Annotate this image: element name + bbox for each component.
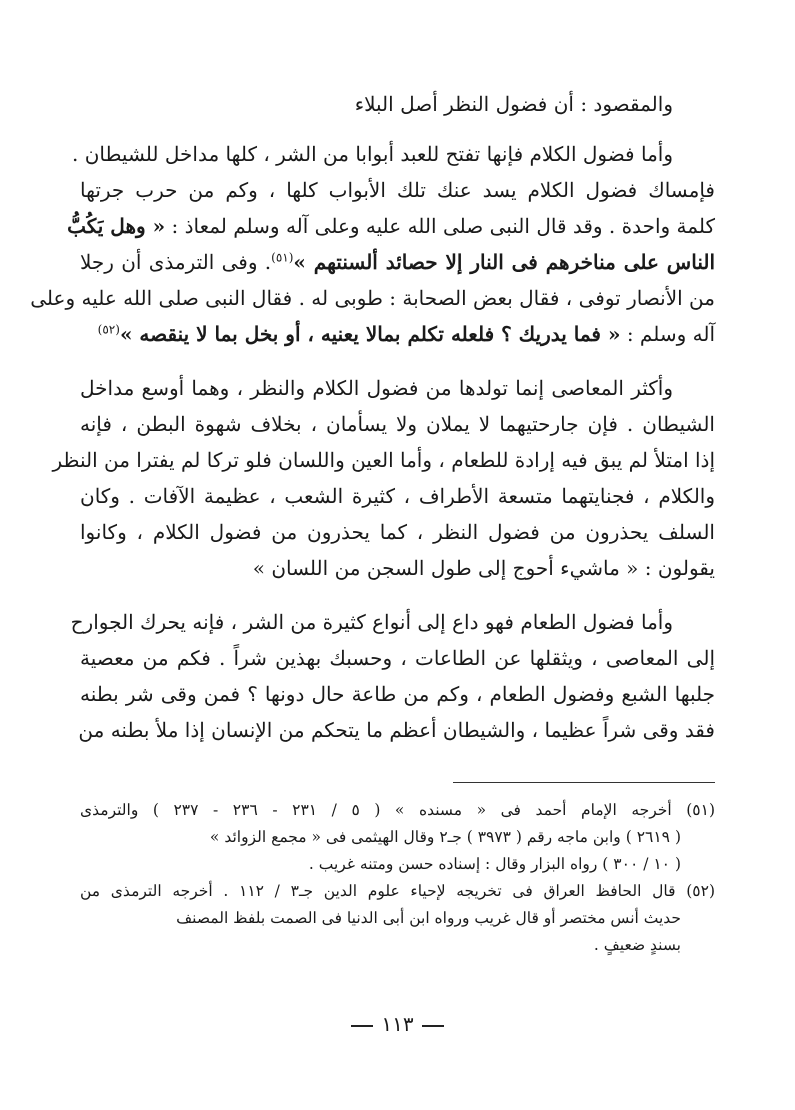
footnote-line: بسندٍ ضعيفٍ . [593,936,681,954]
footnote-ref: (٥١) [271,250,294,265]
text-line: يقولون : « ماشيء أحوج إلى طول السجن من اللسان » [252,556,715,580]
text-line: جلبها الشبع وفضول الطعام ، وكم من طاعة حال دونها ؟ فمن وقى شر بطنه [80,682,715,706]
hadith-quote: « وهل يَكُبُّ [67,214,166,238]
footnote-line: (٥١) أخرجه الإمام أحمد فى « مسنده » ( ٥ / ٢٣١ - ٢٣٦ - ٢٣٧ ) والترمذى [80,801,715,819]
paragraph-4 [70,604,715,748]
footnote-line: (٥٢) قال الحافظ العراق فى تخريجه لإحياء علوم الدين جـ٣ / ١١٢ . أخرجه الترمذى من [80,882,715,900]
page-number-dash [422,1025,444,1027]
text-line: فقد وقى شراً عظيما ، والشيطان أعظم ما يتحكم من الإنسان إذا ملأ بطنه من [78,718,715,742]
text-line: السلف يحذرون من فضول النظر ، كما يحذرون من فضول الكلام ، وكانوا [80,520,715,544]
paragraph-2 [30,136,715,352]
text-line: والكلام ، فجنايتهما متسعة الأطراف ، كثيرة الشعب ، عظيمة الآفات . وكان [80,484,715,508]
footnote-ref: (٥٢) [97,322,120,337]
text-line [80,316,715,352]
text-line-part: كلمة واحدة . وقد قال النبى صلى الله عليه وعلى آله وسلم لمعاذ : [165,214,715,238]
hadith-quote: « فما يدريك ؟ فلعله تكلم بمالا يعنيه ، أو بخل بما لا ينقصه » [119,322,621,346]
page-number [0,1012,795,1036]
text-line [80,244,715,280]
paragraph-1 [80,86,715,122]
text-line-part: . وفى الترمذى أن رجلا [80,250,272,274]
text-line: وأما فضول الطعام فهو داع إلى أنواع كثيرة من الشر ، فإنه يحرك الجوارح [70,610,673,634]
page-number-text: ١١٣ [381,1012,414,1036]
page-number-dash [351,1025,373,1027]
footnote-line: ( ١٠ / ٣٠٠ ) رواه البزار وقال : إسناده حسن ومتنه غريب . [308,855,681,873]
footnote-line: حديث أنس مختصر أو قال غريب ورواه ابن أبى الدنيا فى الصمت بلفظ المصنف [176,909,681,927]
text-line: إذا امتلأ لم يبق فيه إرادة للطعام ، وأما العين واللسان فلو تركا لم يفترا من النظر [52,448,715,472]
text-line: وأما فضول الكلام فإنها تفتح للعبد أبوابا من الشر ، كلها مداخل للشيطان . [72,142,673,166]
text-line: إلى المعاصى ، ويثقلها عن الطاعات ، وحسبك بهذين شراً . فكم من معصية [80,646,715,670]
text-line: الشيطان . فإن جارحتيهما لا يملان ولا يسأمان ، بخلاف شهوة البطن ، فإنه [80,412,715,436]
footnotes [80,797,715,959]
text-line [67,208,715,244]
footnote-line: ( ٢٦١٩ ) وابن ماجه رقم ( ٣٩٧٣ ) جـ٢ وقال الهيثمى فى « مجمع الزوائد » [209,828,681,846]
text-line-part: آله وسلم : [620,322,715,346]
text-line: فإمساك فضول الكلام يسد عنك تلك الأبواب كلها ، وكم من حرب جرتها [80,178,715,202]
hadith-quote: الناس على مناخرهم فى النار إلا حصائد ألسنتهم » [293,250,715,274]
footnote-divider [453,782,715,783]
text-line: وأكثر المعاصى إنما تولدها من فضول الكلام والنظر ، وهما أوسع مداخل [80,376,673,400]
text-line: والمقصود : أن فضول النظر أصل البلاء [354,92,673,116]
paragraph-3 [52,370,715,586]
text-line: من الأنصار توفى ، فقال بعض الصحابة : طوبى له . فقال النبى صلى الله عليه وعلى [30,286,715,310]
